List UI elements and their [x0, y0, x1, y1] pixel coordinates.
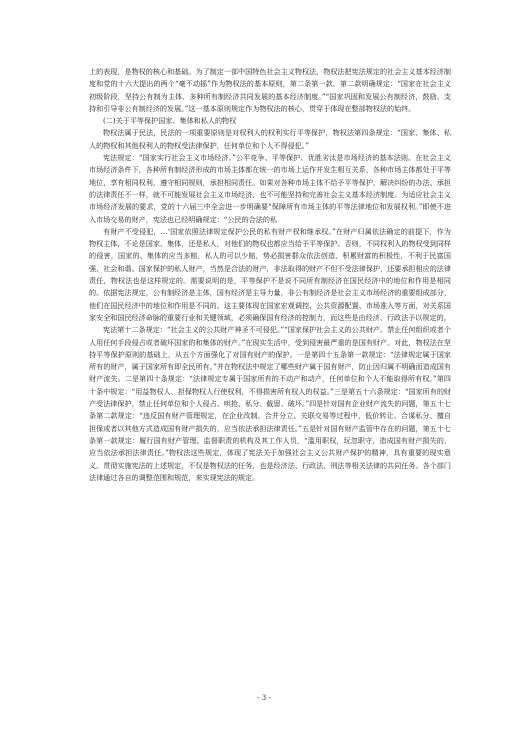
body-paragraph: 宪法规定：“国家实行社会主义市场经济。”公平竞争、平等保护、优胜劣汰是市场经济的基本法则。在社会主义市场经济条件下，各种所有制经济形成的市场主体都在统一的市场上运作并发生相互关系，各种市场主体都处于平等地位，享有相同权利，遵守相同规则，承担相同责任。如果对各种市场主体不给予平等保护，解决纠纷的办法、承担的法律责任不一样，就不可能发展社会主义市场经济，也不可能坚持和完善社会主义基本经济制度。为适应社会主义市场经济发展的要求，党的十六届三中全会进一步明确要“保障所有市场主体的平等法律地位和发展权利。”即使不进入市场交易的财产，宪法也已经明确规定：“公民的合法的私: [89, 153, 451, 224]
section-heading: (二)关于平等保护国家、集体和私人的物权: [103, 116, 237, 126]
body-paragraph: 上的表现，是物权的核心和基础。为了制定一部中国特色社会主义物权法，物权法把宪法规定的社会主义基本经济制度和党的十六大提出的两个“毫不动摇”作为物权法的基本原则，第二条第一款、第二款明确规定：“国家在社会主义初级阶段，坚持公有制为主体、多种所有制经济共同发展的基本经济制度。”“国家巩固和发展公有制经济，鼓励、支持和引导非公有制经济的发展。”这一基本原则规定作为物权法的核心，贯穿于体现在整部物权法的始终。: [89, 67, 451, 113]
page-number: - 3 -: [257, 694, 271, 702]
body-paragraph: 物权法属于民法，民法的一项重要原则是对权利人的权利实行平等保护，物权法第四条规定：“国家、集体、私人的物权和其他权利人的物权受法律保护，任何单位和个人不得侵犯。”: [89, 128, 451, 150]
document-body: [89, 66, 451, 484]
body-paragraph: 有财产不受侵犯，…‘国家依照法律规定保护公民的私有财产权和继承权。”在财产归属依法确定的前提下，作为物权主体，不论是国家、集体，还是私人，对他们的物权也都应当给予平等保护。否则，不同权利人的物权受到同样的侵害，国家的、集体的应当多赔，私人的可以少赔，势必损害群众依法创造、积累财富的积极性，不利于民富国强、社会和谐。国家保护的私人财产，当然是合法的财产，非法取得的财产不但不受法律保护，还要承担相应的法律责任，物权法也是这样规定的。需要说明的是，平等保护不是说不同所有制经济在国民经济中的地位和作用是相同的。依据宪法规定，公有制经济是主体，国有经济是主导力量，非公有制经济是社会主义市场经济的重要组成部分，他们在国民经济中的地位和作用是不同的。这主要体现在国家宏观调控、公共资源配置、市场准入等方面，对关系国家安全和国民经济命脉的重要行业和关键领域，必须确保国有经济的控制力，而这些是由经济、行政法予以规定的。: [89, 226, 451, 322]
body-paragraph: 宪法第十二条规定：“社会主义的公共财产神圣不可侵犯。”“国家保护社会主义的公共财产。禁止任何组织或者个人用任何手段侵占或者破坏国家的和集体的财产。”在现实生活中，受到侵害最严重的是国有财产。对此，物权法在坚持平等保护原则的基础上，从五个方面强化了对国有财产的保护。一是第四十五条第一款规定：“法律规定属于国家所有的财产，属于国家所有即全民所有。”并在物权法中规定了哪些财产属于国有财产，防止因归属不明确而造成国有财产流失。二是第四十条规定：“法律规定专属于国家所有的不动产和动产，任何单位和个人不能取得所有权。”第四十条中规定：“用益物权人、担保物权人行使权利，不得损害所有权人的权益。”三是第五十六条规定：“国家所有的财产受法律保护，禁止任何单位和个人侵占、哄抢、私分、截留、破坏。”四是针对国有企业财产流失的问题，第五十七条第二款规定：“违反国有财产管理规定，在企业改制、合并分立、关联交易等过程中，低价转让、合谋私分、擅自担保或者以其他方式造成国有财产损失的，应当依法承担法律责任。”五是针对国有财产监管中存在的问题，第五十七条第一款规定：履行国有财产管理、监督职责的机构及其工作人员，“滥用职权，玩忽职守，造成国有财产损失的，应当依法承担法律责任。”物权法这些规定，体现了宪法关于加强社会主义公共财产保护的精神，具有重要的现实意义。贯彻实施宪法的上述规定，不仅是物权法的任务，也是经济法、行政法、刑法等相关法律的共同任务。各个部门法律通过各自的调整范围和规范，来实现宪法的规定。: [89, 325, 452, 482]
